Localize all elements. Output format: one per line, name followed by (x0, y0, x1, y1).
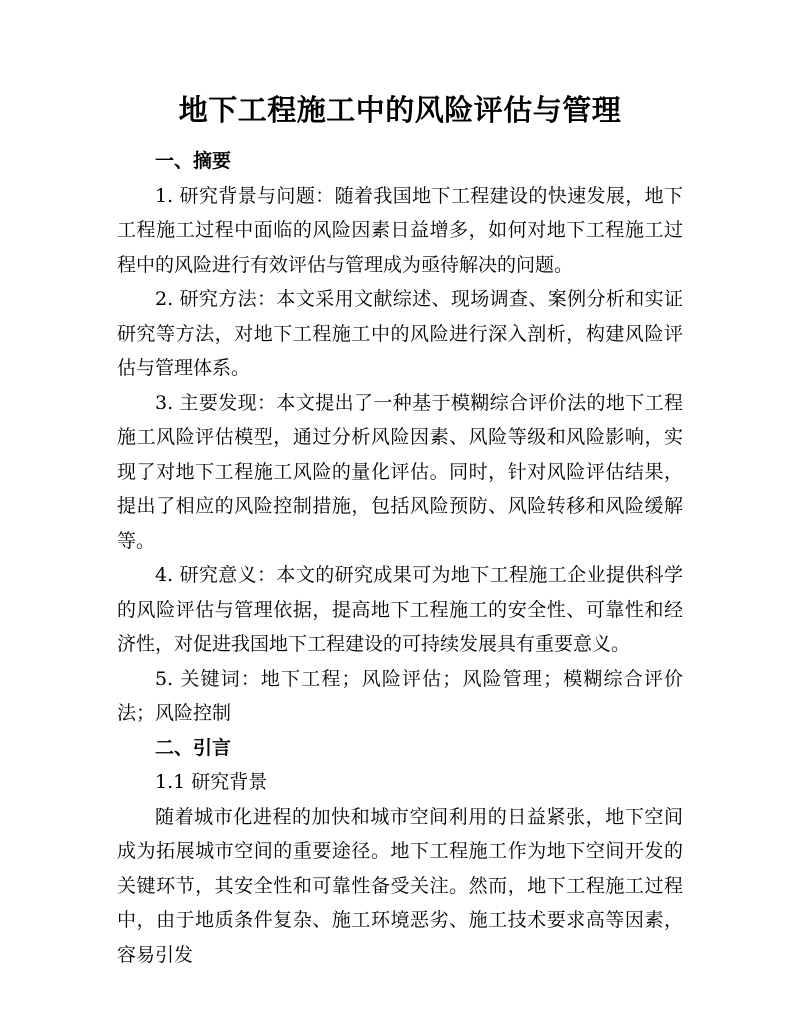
paragraph-research-significance: 4. 研究意义：本文的研究成果可为地下工程施工企业提供科学的风险评估与管理依据，提高地下工程施工的安全性、可靠性和经济性，对促进我国地下工程建设的可持续发展具有重要意义。 (117, 564, 683, 655)
paragraph-research-method: 2. 研究方法：本文采用文献综述、现场调查、案例分析和实证研究等方法，对地下工程施工中的风险进行深入剖析，构建风险评估与管理体系。 (117, 288, 683, 379)
subsection-heading-background: 1.1 研究背景 (155, 771, 268, 793)
paragraph-keywords: 5. 关键词：地下工程；风险评估；风险管理；模糊综合评价法；风险控制 (117, 667, 683, 724)
section-heading-introduction: 二、引言 (155, 736, 232, 759)
paragraph-main-findings: 3. 主要发现：本文提出了一种基于模糊综合评价法的地下工程施工风险评估模型，通过分析风险因素、风险等级和风险影响，实现了对地下工程施工风险的量化评估。同时，针对风险评估结果，提出了相应的风险控制措施，包括风险预防、风险转移和风险缓解等。 (117, 391, 683, 552)
document-body (117, 144, 683, 972)
section-heading-abstract: 一、摘要 (155, 150, 232, 172)
document-title: 地下工程施工中的风险评估与管理 (178, 93, 622, 127)
paragraph-introduction-body: 随着城市化进程的加快和城市空间利用的日益紧张，地下空间成为拓展城市空间的重要途径。地下工程施工作为地下空间开发的关键环节，其安全性和可靠性备受关注。然而，地下工程施工过程中，由于地质条件复杂、施工环境恶劣、施工技术要求高等因素，容易引发 (117, 805, 683, 966)
paragraph-research-background: 1. 研究背景与问题：随着我国地下工程建设的快速发展，地下工程施工过程中面临的风险因素日益增多，如何对地下工程施工过程中的风险进行有效评估与管理成为亟待解决的问题。 (117, 184, 683, 276)
